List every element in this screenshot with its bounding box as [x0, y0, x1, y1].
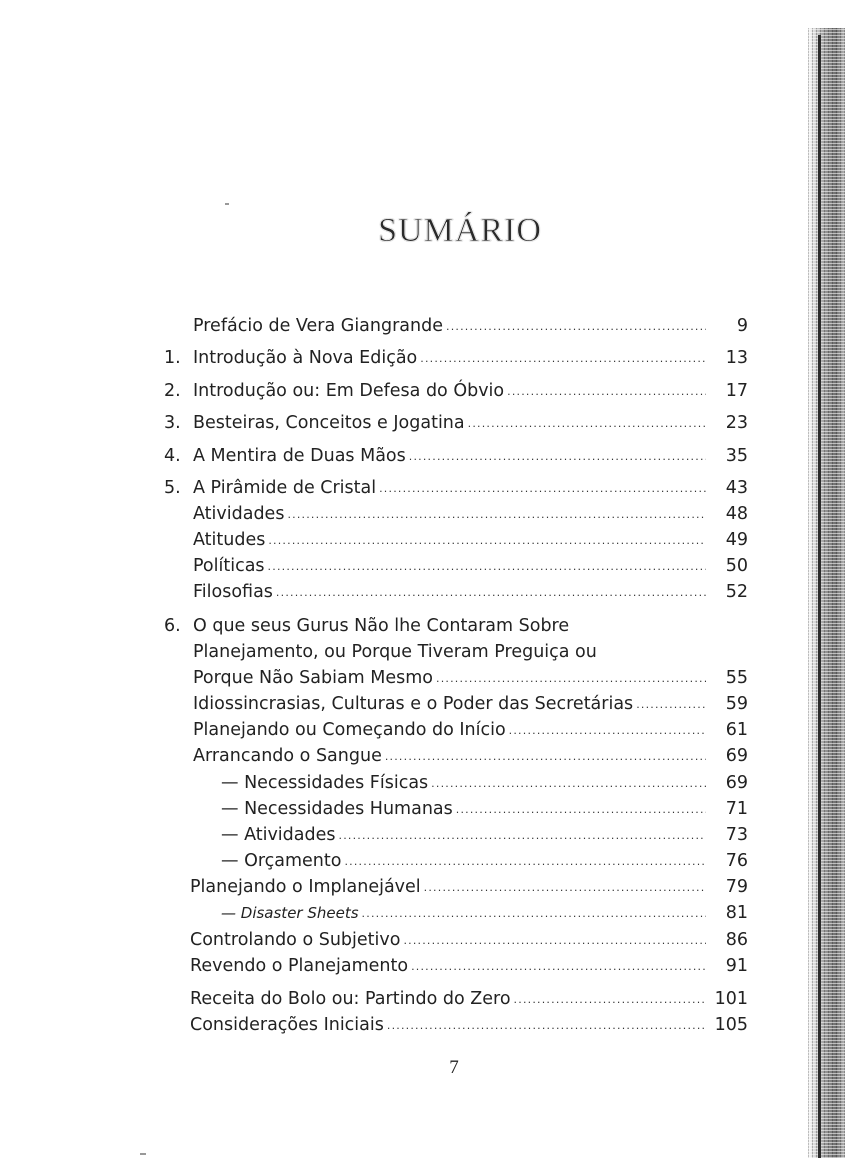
toc-entry-page: 86	[725, 930, 748, 950]
toc-entry-label: Filosofias	[193, 582, 273, 602]
toc-entry-subjetivo[interactable]	[164, 928, 748, 952]
toc-entry-3[interactable]	[164, 411, 748, 435]
toc-entry-label: Controlando o Subjetivo	[190, 930, 401, 950]
toc-entry-label: Políticas	[193, 556, 265, 576]
toc-entry-page: 71	[725, 799, 748, 819]
leader-dots	[362, 901, 706, 927]
toc-entry-6-line1[interactable]	[164, 614, 748, 638]
toc-entry-page: 69	[725, 773, 748, 793]
toc-entry-idiossincrasias[interactable]	[164, 692, 748, 716]
toc-entry-label: — Necessidades Humanas	[221, 799, 453, 819]
toc-entry-number: 6.	[164, 616, 181, 636]
page-title: SUMÁRIO	[378, 212, 542, 249]
toc-entry-page: 50	[725, 556, 748, 576]
toc-entry-number: 3.	[164, 413, 181, 433]
leader-dots	[424, 875, 706, 901]
toc-entry-5[interactable]	[164, 476, 748, 500]
toc-entry-label: Revendo o Planejamento	[190, 956, 409, 976]
toc-entry-page: 76	[725, 851, 748, 871]
toc-entry-label: Prefácio de Vera Giangrande	[193, 316, 443, 336]
book-spine-shadow	[808, 28, 845, 1158]
toc-entry-label: Porque Não Sabiam Mesmo	[193, 668, 434, 688]
toc-entry-implanejavel[interactable]	[164, 875, 748, 899]
toc-entry-label: A Pirâmide de Cristal	[193, 478, 377, 498]
toc-entry-label: — Orçamento	[221, 851, 342, 871]
toc-entry-page: 79	[725, 877, 748, 897]
toc-entry-page: 55	[725, 668, 748, 688]
toc-entry-label: Atitudes	[193, 530, 266, 550]
toc-entry-number: 5.	[164, 478, 181, 498]
toc-entry-label: Besteiras, Conceitos e Jogatina	[193, 413, 465, 433]
toc-entry-planejando-inicio[interactable]	[164, 718, 748, 742]
toc-entry-atitudes[interactable]	[164, 528, 748, 552]
toc-entry-page: 13	[725, 348, 748, 368]
toc-entry-prefacio[interactable]	[164, 314, 748, 338]
toc-entry-page: 69	[725, 746, 748, 766]
toc-entry-label: A Mentira de Duas Mãos	[193, 446, 406, 466]
toc-entry-page: 17	[725, 381, 748, 401]
toc-entry-1[interactable]	[164, 346, 748, 370]
toc-entry-consideracoes[interactable]	[164, 1013, 748, 1037]
leader-dots	[436, 666, 706, 692]
toc-entry-arrancando[interactable]	[164, 744, 748, 768]
toc-entry-page: 59	[725, 694, 748, 714]
leader-dots	[385, 744, 706, 770]
leader-dots	[514, 987, 706, 1013]
book-spine-edge	[818, 35, 821, 1158]
toc-entry-page: 101	[714, 989, 748, 1009]
toc-entry-page: 48	[725, 504, 748, 524]
toc-entry-revendo[interactable]	[164, 954, 748, 978]
toc-entry-label: Receita do Bolo ou: Partindo do Zero	[190, 989, 511, 1009]
leader-dots	[420, 346, 706, 372]
toc-entry-necessidades-humanas[interactable]	[164, 797, 748, 821]
toc-entry-page: 9	[736, 316, 748, 336]
toc-entry-label: — Disaster Sheets	[221, 904, 359, 922]
toc-entry-2[interactable]	[164, 379, 748, 403]
toc-entry-sub-atividades[interactable]	[164, 823, 748, 847]
toc-entry-label: Planejando o Implanejável	[190, 877, 421, 897]
toc-entry-receita[interactable]	[164, 987, 748, 1011]
toc-entry-orcamento[interactable]	[164, 849, 748, 873]
toc-entry-necessidades-fisicas[interactable]	[164, 771, 748, 795]
toc-entry-filosofias[interactable]	[164, 580, 748, 604]
toc-entry-6-line2: Planejamento, ou Porque Tiveram Preguiça ou	[193, 642, 597, 662]
toc-entry-page: 52	[725, 582, 748, 602]
toc-entry-page: 105	[714, 1015, 748, 1035]
toc-entry-page: 43	[725, 478, 748, 498]
leader-dots	[344, 849, 706, 875]
toc-entry-label: — Necessidades Físicas	[221, 773, 429, 793]
toc-entry-4[interactable]	[164, 444, 748, 468]
toc-entry-page: 35	[725, 446, 748, 466]
toc-entry-number: 4.	[164, 446, 181, 466]
toc-entry-politicas[interactable]	[164, 554, 748, 578]
toc-entry-label: Arrancando o Sangue	[193, 746, 382, 766]
toc-entry-page: 61	[725, 720, 748, 740]
leader-dots	[431, 771, 706, 797]
toc-entry-label: O que seus Gurus Não lhe Contaram Sobre	[193, 616, 570, 636]
leader-dots	[276, 580, 706, 606]
leader-dots	[268, 554, 706, 580]
scan-speck	[225, 203, 229, 205]
leader-dots	[268, 528, 706, 554]
leader-dots	[287, 502, 706, 528]
toc-entry-label: Idiossincrasias, Culturas e o Poder das Secretárias	[193, 694, 634, 714]
leader-dots	[387, 1013, 706, 1039]
toc-entry-page: 81	[725, 903, 748, 923]
toc-entry-page: 23	[725, 413, 748, 433]
leader-dots	[411, 954, 706, 980]
toc-entry-label: Atividades	[193, 504, 285, 524]
leader-dots	[339, 823, 707, 849]
leader-dots	[468, 411, 706, 437]
toc-entry-number: 1.	[164, 348, 181, 368]
toc-entry-page: 73	[725, 825, 748, 845]
leader-dots	[509, 718, 706, 744]
leader-dots	[409, 444, 706, 470]
leader-dots	[446, 314, 706, 340]
toc-entry-disaster-sheets[interactable]	[164, 901, 748, 925]
toc-entry-label: Planejando ou Começando do Início	[193, 720, 506, 740]
toc-entry-atividades[interactable]	[164, 502, 748, 526]
toc-entry-label: Introdução ou: Em Defesa do Óbvio	[193, 381, 505, 401]
leader-dots	[403, 928, 706, 954]
toc-entry-6-line3[interactable]	[164, 666, 748, 690]
leader-dots	[507, 379, 706, 405]
leader-dots	[379, 476, 706, 502]
scan-speck	[140, 1153, 146, 1155]
toc-entry-label: Considerações Iniciais	[190, 1015, 384, 1035]
toc-entry-label: — Atividades	[221, 825, 336, 845]
toc-entry-number: 2.	[164, 381, 181, 401]
leader-dots	[456, 797, 706, 823]
page-number: 7	[449, 1057, 459, 1078]
leader-dots	[636, 692, 706, 718]
toc-entry-page: 91	[725, 956, 748, 976]
toc-entry-page: 49	[725, 530, 748, 550]
toc-entry-label: Introdução à Nova Edição	[193, 348, 418, 368]
